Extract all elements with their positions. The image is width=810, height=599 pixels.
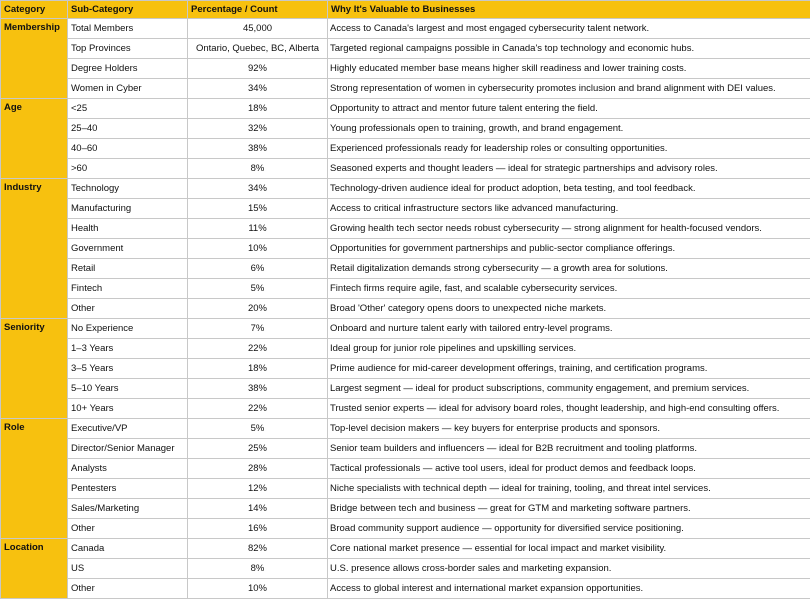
why-valuable-cell: Young professionals open to training, growth, and brand engagement. — [328, 119, 810, 139]
why-valuable-cell: Fintech firms require agile, fast, and scalable cybersecurity services. — [328, 279, 810, 299]
percentage-cell: 8% — [188, 559, 328, 579]
table-row — [1, 499, 810, 519]
header-category: Category — [1, 1, 68, 19]
table-row — [1, 419, 810, 439]
table-body — [1, 19, 810, 599]
sub-category-cell: US — [68, 559, 188, 579]
table-row — [1, 99, 810, 119]
sub-category-cell: Health — [68, 219, 188, 239]
why-valuable-cell: Largest segment — ideal for product subscriptions, community engagement, and premium services. — [328, 379, 810, 399]
table-row — [1, 159, 810, 179]
sub-category-cell: Pentesters — [68, 479, 188, 499]
sub-category-cell: 1–3 Years — [68, 339, 188, 359]
why-valuable-cell: Opportunity to attract and mentor future talent entering the field. — [328, 99, 810, 119]
percentage-cell: 28% — [188, 459, 328, 479]
table-row — [1, 199, 810, 219]
percentage-cell: 14% — [188, 499, 328, 519]
percentage-cell: 34% — [188, 179, 328, 199]
sub-category-cell: Other — [68, 299, 188, 319]
why-valuable-cell: Onboard and nurture talent early with tailored entry-level programs. — [328, 319, 810, 339]
table-row — [1, 79, 810, 99]
percentage-cell: 6% — [188, 259, 328, 279]
percentage-cell: 18% — [188, 359, 328, 379]
percentage-cell: 7% — [188, 319, 328, 339]
table-row — [1, 239, 810, 259]
sub-category-cell: Government — [68, 239, 188, 259]
percentage-cell: 20% — [188, 299, 328, 319]
table-row — [1, 339, 810, 359]
sub-category-cell: <25 — [68, 99, 188, 119]
sub-category-cell: No Experience — [68, 319, 188, 339]
table-row — [1, 559, 810, 579]
table-row — [1, 459, 810, 479]
table-row — [1, 119, 810, 139]
why-valuable-cell: Experienced professionals ready for leadership roles or consulting opportunities. — [328, 139, 810, 159]
why-valuable-cell: Broad community support audience — opportunity for diversified service positioning. — [328, 519, 810, 539]
sub-category-cell: Retail — [68, 259, 188, 279]
percentage-cell: 18% — [188, 99, 328, 119]
table-row — [1, 479, 810, 499]
category-cell: Location — [1, 539, 68, 599]
percentage-cell: 82% — [188, 539, 328, 559]
why-valuable-cell: Highly educated member base means higher skill readiness and lower training costs. — [328, 59, 810, 79]
table-row — [1, 359, 810, 379]
percentage-cell: 15% — [188, 199, 328, 219]
category-cell: Membership — [1, 19, 68, 99]
why-valuable-cell: Technology-driven audience ideal for product adoption, beta testing, and tool feedback. — [328, 179, 810, 199]
percentage-cell: 92% — [188, 59, 328, 79]
table-row — [1, 579, 810, 599]
why-valuable-cell: Retail digitalization demands strong cybersecurity — a growth area for solutions. — [328, 259, 810, 279]
percentage-cell: 5% — [188, 419, 328, 439]
why-valuable-cell: Senior team builders and influencers — ideal for B2B recruitment and tooling platforms. — [328, 439, 810, 459]
sub-category-cell: Top Provinces — [68, 39, 188, 59]
percentage-cell: 38% — [188, 379, 328, 399]
percentage-cell: 11% — [188, 219, 328, 239]
why-valuable-cell: Core national market presence — essential for local impact and market visibility. — [328, 539, 810, 559]
why-valuable-cell: Opportunities for government partnerships and public-sector compliance offerings. — [328, 239, 810, 259]
percentage-cell: 34% — [188, 79, 328, 99]
why-valuable-cell: Targeted regional campaigns possible in Canada's top technology and economic hubs. — [328, 39, 810, 59]
table-row — [1, 519, 810, 539]
why-valuable-cell: Access to global interest and international market expansion opportunities. — [328, 579, 810, 599]
sub-category-cell: Director/Senior Manager — [68, 439, 188, 459]
header-why-valuable: Why It's Valuable to Businesses — [328, 1, 810, 19]
percentage-cell: 45,000 — [188, 19, 328, 39]
why-valuable-cell: Trusted senior experts — ideal for advisory board roles, thought leadership, and high-end consulting offers. — [328, 399, 810, 419]
header-percentage: Percentage / Count — [188, 1, 328, 19]
sub-category-cell: Women in Cyber — [68, 79, 188, 99]
table-row — [1, 539, 810, 559]
percentage-cell: Ontario, Quebec, BC, Alberta — [188, 39, 328, 59]
table-row — [1, 139, 810, 159]
percentage-cell: 12% — [188, 479, 328, 499]
table-row — [1, 319, 810, 339]
header-sub-category: Sub-Category — [68, 1, 188, 19]
sub-category-cell: Other — [68, 519, 188, 539]
why-valuable-cell: U.S. presence allows cross-border sales and marketing expansion. — [328, 559, 810, 579]
sub-category-cell: Canada — [68, 539, 188, 559]
why-valuable-cell: Tactical professionals — active tool users, ideal for product demos and feedback loops. — [328, 459, 810, 479]
percentage-cell: 10% — [188, 579, 328, 599]
table-row — [1, 259, 810, 279]
table-row — [1, 39, 810, 59]
table-row — [1, 19, 810, 39]
why-valuable-cell: Bridge between tech and business — great for GTM and marketing software partners. — [328, 499, 810, 519]
sub-category-cell: 10+ Years — [68, 399, 188, 419]
category-cell: Seniority — [1, 319, 68, 419]
sub-category-cell: Analysts — [68, 459, 188, 479]
sub-category-cell: 3–5 Years — [68, 359, 188, 379]
percentage-cell: 22% — [188, 399, 328, 419]
sub-category-cell: Degree Holders — [68, 59, 188, 79]
sub-category-cell: Executive/VP — [68, 419, 188, 439]
table-row — [1, 439, 810, 459]
why-valuable-cell: Access to Canada's largest and most engaged cybersecurity talent network. — [328, 19, 810, 39]
sub-category-cell: Other — [68, 579, 188, 599]
why-valuable-cell: Niche specialists with technical depth — ideal for training, tooling, and threat intel services. — [328, 479, 810, 499]
percentage-cell: 38% — [188, 139, 328, 159]
sub-category-cell: Sales/Marketing — [68, 499, 188, 519]
percentage-cell: 8% — [188, 159, 328, 179]
percentage-cell: 25% — [188, 439, 328, 459]
header-row — [1, 1, 810, 19]
sub-category-cell: 5–10 Years — [68, 379, 188, 399]
why-valuable-cell: Top-level decision makers — key buyers for enterprise products and sponsors. — [328, 419, 810, 439]
why-valuable-cell: Broad 'Other' category opens doors to unexpected niche markets. — [328, 299, 810, 319]
table-row — [1, 59, 810, 79]
category-cell: Age — [1, 99, 68, 179]
percentage-cell: 32% — [188, 119, 328, 139]
category-cell: Role — [1, 419, 68, 539]
table-row — [1, 279, 810, 299]
why-valuable-cell: Ideal group for junior role pipelines and upskilling services. — [328, 339, 810, 359]
table-row — [1, 379, 810, 399]
sub-category-cell: >60 — [68, 159, 188, 179]
sub-category-cell: Fintech — [68, 279, 188, 299]
table-row — [1, 219, 810, 239]
sub-category-cell: Technology — [68, 179, 188, 199]
table-row — [1, 179, 810, 199]
why-valuable-cell: Seasoned experts and thought leaders — ideal for strategic partnerships and advisory roles. — [328, 159, 810, 179]
sub-category-cell: Total Members — [68, 19, 188, 39]
sub-category-cell: 40–60 — [68, 139, 188, 159]
sub-category-cell: 25–40 — [68, 119, 188, 139]
table-row — [1, 399, 810, 419]
why-valuable-cell: Prime audience for mid-career development offerings, training, and certification programs. — [328, 359, 810, 379]
why-valuable-cell: Access to critical infrastructure sectors like advanced manufacturing. — [328, 199, 810, 219]
percentage-cell: 22% — [188, 339, 328, 359]
percentage-cell: 16% — [188, 519, 328, 539]
category-cell: Industry — [1, 179, 68, 319]
why-valuable-cell: Strong representation of women in cybersecurity promotes inclusion and brand alignment with DEI values. — [328, 79, 810, 99]
percentage-cell: 5% — [188, 279, 328, 299]
percentage-cell: 10% — [188, 239, 328, 259]
why-valuable-cell: Growing health tech sector needs robust cybersecurity — strong alignment for health-focused vendors. — [328, 219, 810, 239]
sub-category-cell: Manufacturing — [68, 199, 188, 219]
table-row — [1, 299, 810, 319]
